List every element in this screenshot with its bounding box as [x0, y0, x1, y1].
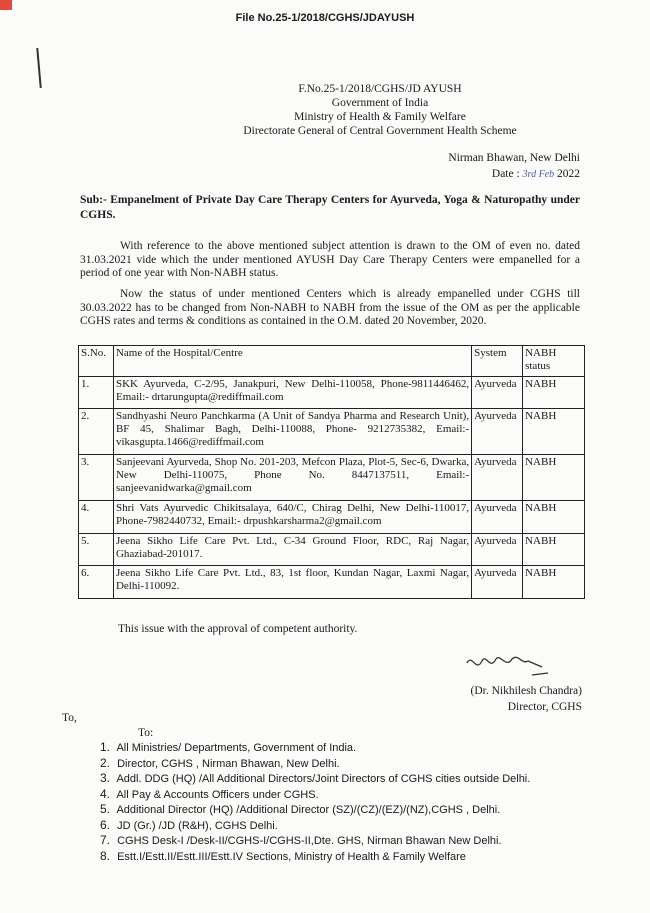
name-cell: Jeena Sikho Life Care Pvt. Ltd., C-34 Ground Floor, RDC, Raj Nagar, Ghaziabad-201017.	[113, 534, 471, 566]
sno-cell: 5.	[79, 534, 114, 566]
header-cell: System	[472, 346, 523, 377]
letterhead-line: Government of India	[331, 97, 429, 109]
table-header-row	[79, 346, 585, 377]
status-cell: NABH	[523, 377, 585, 409]
recipient: Addl. DDG (HQ) /All Additional Directors/Joint Directors of CGHS cities outside Delhi.	[116, 773, 531, 785]
scan-corner-mark	[0, 0, 12, 10]
signer-block	[430, 683, 582, 715]
table-row	[79, 566, 585, 599]
name-cell: Jeena Sikho Life Care Pvt. Ltd., 83, 1st floor, Kundan Nagar, Laxmi Nagar, Delhi-110092.	[113, 566, 471, 599]
list-item: 3. Addl. DDG (HQ) /All Additional Directors/Joint Directors of CGHS cities outside Delhi.	[100, 771, 531, 785]
header-cell: NABH status	[523, 346, 585, 377]
status-cell: NABH	[523, 409, 585, 455]
signer-title: Director, CGHS	[507, 701, 582, 713]
date	[420, 166, 580, 183]
recipient: Additional Director (HQ) /Additional Director (SZ)/(CZ)/(EZ)/(NZ),CGHS , Delhi.	[116, 804, 501, 816]
paragraph: Now the status of under mentioned Centers which is already empanelled under CGHS till 30.03.2022 has to be changed from Non-NABH to NABH from the issue of the OM as per the applicable CGHS rates and terms & conditions as contained in the O.M. dated 20 November, 2020.	[80, 288, 580, 327]
to-label-secondary: To:	[138, 727, 154, 739]
sno-cell: 1.	[79, 377, 114, 409]
name-cell: Sanjeevani Ayurveda, Shop No. 201-203, Mefcon Plaza, Plot-5, Sec-6, Dwarka, New Delhi-110075, Phone No. 8447137511, Email:- sanjeevanidwarka@gmail.com	[113, 455, 471, 501]
header-cell: S.No.	[79, 346, 114, 377]
letterhead-line: F.No.25-1/2018/CGHS/JD AYUSH	[298, 83, 462, 95]
system-cell: Ayurveda	[472, 534, 523, 566]
signature-icon	[462, 645, 552, 681]
pen-mark	[36, 48, 41, 88]
file-number-header: File No.25-1/2018/CGHS/JDAYUSH	[235, 12, 415, 24]
system-cell: Ayurveda	[472, 501, 523, 534]
system-cell: Ayurveda	[472, 455, 523, 501]
table-row	[79, 377, 585, 409]
recipient: Estt.I/Estt.II/Estt.III/Estt.IV Sections, Ministry of Health & Family Welfare	[117, 850, 466, 863]
subject: Sub:- Empanelment of Private Day Care Therapy Centers for Ayurveda, Yoga & Naturopathy under CGHS.	[80, 194, 580, 221]
letterhead	[240, 82, 520, 138]
list-item: 6. JD (Gr.) /JD (R&H), CGHS Delhi.	[100, 817, 278, 832]
sno-cell: 6.	[79, 566, 114, 599]
signer-name: (Dr. Nikhilesh Chandra)	[470, 685, 582, 697]
name-cell: SKK Ayurveda, C-2/95, Janakpuri, New Delhi-110058, Phone-9811446462, Email:- drtarungupta@rediffmail.com	[113, 377, 471, 409]
status-cell: NABH	[523, 501, 585, 534]
status-cell: NABH	[523, 566, 585, 599]
list-item: 8. Estt.I/Estt.II/Estt.III/Estt.IV Sections, Ministry of Health & Family Welfare	[100, 848, 466, 863]
recipient: CGHS Desk-I /Desk-II/CGHS-I/CGHS-II,Dte. GHS, Nirman Bhawan New Delhi.	[117, 835, 502, 847]
recipient-list	[100, 740, 530, 864]
status-cell: NABH	[523, 534, 585, 566]
sno-cell: 2.	[79, 409, 114, 455]
approval-note: This issue with the approval of competent authority.	[118, 623, 358, 635]
recipient: All Pay & Accounts Officers under CGHS.	[116, 788, 319, 801]
list-item: 5. Additional Director (HQ) /Additional Director (SZ)/(CZ)/(EZ)/(NZ),CGHS , Delhi.	[100, 802, 501, 816]
date-label: Date :	[491, 168, 523, 180]
table-row	[79, 501, 585, 534]
name-cell: Shri Vats Ayurvedic Chikitsalaya, 640/C, Chirag Delhi, New Delhi-110017, Phone-7982440732, Email:- drpushkarsharma2@gmail.com	[113, 501, 471, 534]
system-cell: Ayurveda	[472, 566, 523, 599]
header-cell: Name of the Hospital/Centre	[113, 346, 471, 377]
date-handwritten: 3rd Feb	[522, 169, 555, 180]
to-label: To,	[62, 712, 77, 724]
system-cell: Ayurveda	[472, 377, 523, 409]
place-date	[420, 150, 580, 183]
list-item: 7. CGHS Desk-I /Desk-II/CGHS-I/CGHS-II,Dte. GHS, Nirman Bhawan New Delhi.	[100, 833, 502, 847]
letterhead-line: Directorate General of Central Government Health Scheme	[243, 125, 517, 137]
list-item: 1. All Ministries/ Departments, Government of India.	[100, 740, 357, 754]
paragraph: With reference to the above mentioned subject attention is drawn to the OM of even no. dated 31.03.2021 vide which the under mentioned AYUSH Day Care Therapy Centers were empanelled for a period of one year with Non-NABH status.	[80, 240, 580, 279]
sno-cell: 4.	[79, 501, 114, 534]
recipient: JD (Gr.) /JD (R&H), CGHS Delhi.	[117, 819, 278, 832]
table-row	[79, 409, 585, 455]
recipient: Director, CGHS , Nirman Bhawan, New Delhi.	[117, 757, 340, 770]
recipient: All Ministries/ Departments, Government of India.	[116, 742, 357, 754]
letterhead-line: Ministry of Health & Family Welfare	[294, 111, 466, 123]
status-cell: NABH	[523, 455, 585, 501]
name-cell: Sandhyashi Neuro Panchkarma (A Unit of Sandya Pharma and Research Unit), BF 45, Shalimar Bagh, Delhi-110088, Phone- 9212735382, Email:- vikasgupta.1466@rediffmail.com	[113, 409, 471, 455]
sno-cell: 3.	[79, 455, 114, 501]
table-row	[79, 455, 585, 501]
place: Nirman Bhawan, New Delhi	[448, 152, 580, 164]
date-year: 2022	[557, 168, 580, 180]
system-cell: Ayurveda	[472, 409, 523, 455]
list-item: 2. Director, CGHS , Nirman Bhawan, New Delhi.	[100, 755, 340, 770]
table-row	[79, 534, 585, 566]
list-item: 4. All Pay & Accounts Officers under CGHS.	[100, 786, 319, 801]
centers-table	[78, 345, 585, 599]
